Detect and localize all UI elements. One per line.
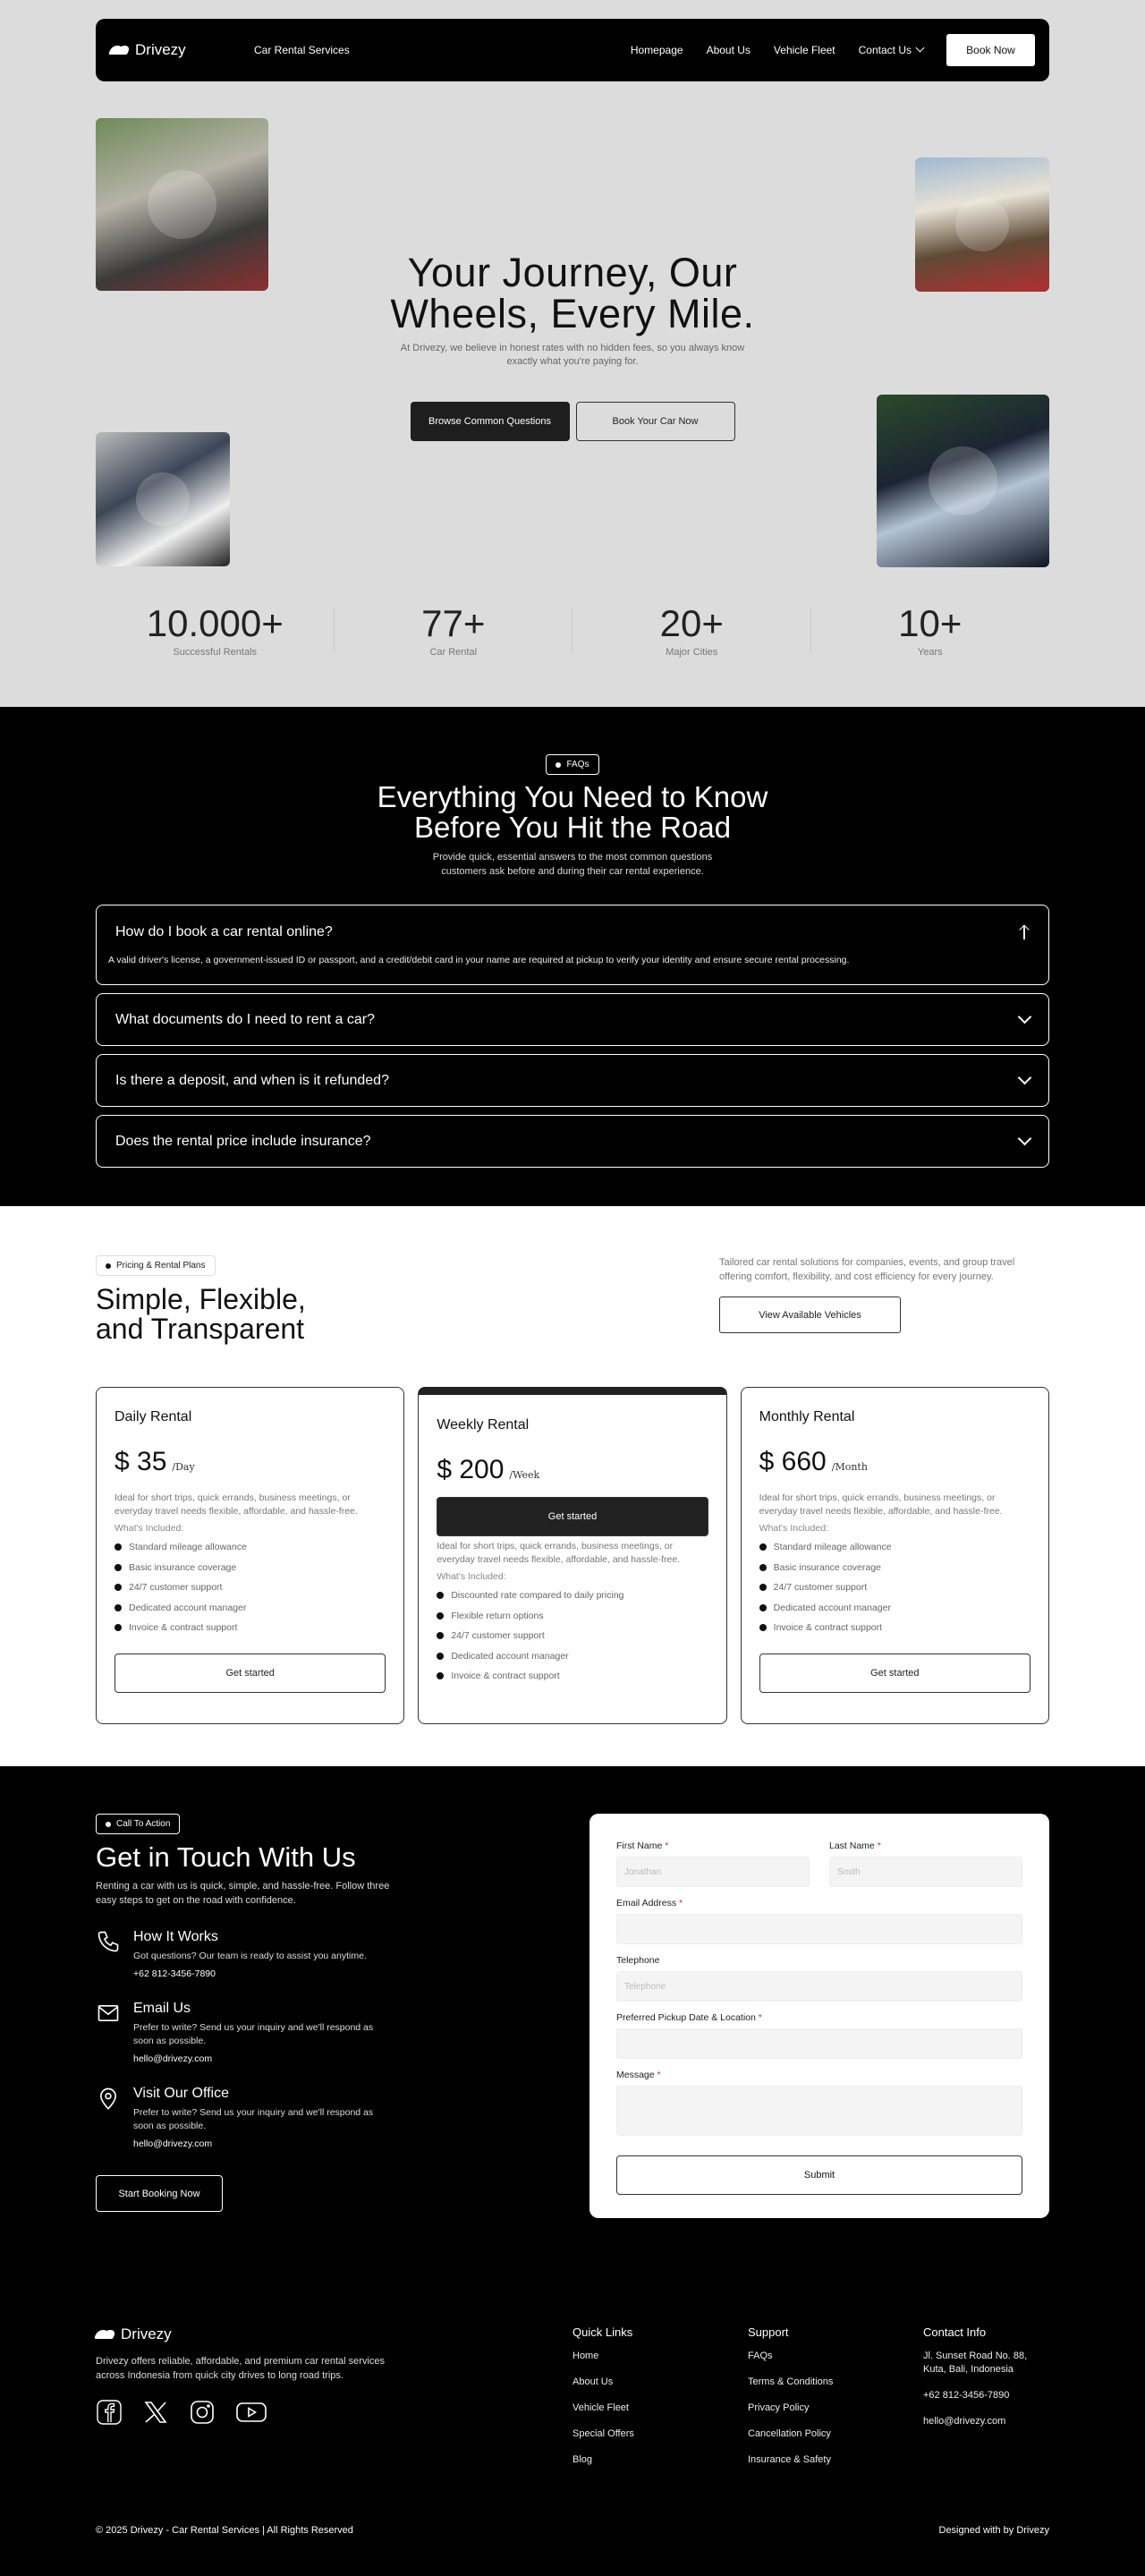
feature-item: Basic insurance coverage — [759, 1558, 1030, 1578]
location-pin-icon — [96, 2086, 121, 2111]
stat-label: Successful Rentals — [173, 647, 258, 658]
faq-item[interactable] — [96, 1054, 1049, 1107]
arrow-up-icon[interactable] — [1019, 924, 1030, 940]
contact-subtitle: Renting a car with us is quick, simple, and hassle-free. Follow three easy steps to get on the road with confidence. — [96, 1881, 390, 1906]
chevron-down-icon — [916, 44, 925, 53]
dot-icon — [106, 1263, 111, 1269]
footer — [0, 2261, 1145, 2576]
footer-link-offers[interactable]: Special Offers — [572, 2428, 634, 2439]
first-name-label: First Name * — [616, 1841, 669, 1851]
first-name-input[interactable]: Jonathan — [616, 1857, 810, 1887]
stats-row — [96, 602, 1049, 658]
pricing-cards — [96, 1387, 1049, 1724]
nav-link-homepage[interactable]: Homepage — [630, 44, 683, 56]
plan-features — [114, 1537, 386, 1638]
plan-unit: /Week — [509, 1469, 540, 1481]
book-car-button[interactable]: Book Your Car Now — [576, 402, 735, 441]
email-label-text: Email Address — [616, 1898, 677, 1909]
feature-item: Discounted rate compared to daily pricing — [437, 1586, 708, 1606]
nav-link-contact[interactable] — [859, 44, 923, 56]
social-links — [96, 2399, 572, 2426]
stat-label: Years — [917, 647, 943, 658]
nav-tagline: Car Rental Services — [254, 44, 350, 56]
feature-item: 24/7 customer support — [437, 1626, 708, 1646]
plan-name: Weekly Rental — [437, 1417, 530, 1433]
hero-content — [96, 252, 1049, 441]
feature-item: Invoice & contract support — [114, 1618, 386, 1638]
plan-price: $ 200 — [437, 1455, 505, 1484]
plan-description: Ideal for short trips, quick errands, business meetings, or everyday travel needs flexible, affordable, and hassle-free. — [114, 1492, 358, 1517]
brand-logo[interactable] — [110, 41, 186, 59]
faq-title-line1: Everything You Need to Know — [377, 780, 768, 813]
footer-logo[interactable] — [96, 2325, 572, 2343]
feature-item: Standard mileage allowance — [114, 1537, 386, 1558]
dot-icon — [556, 762, 561, 768]
pricing-section — [0, 1206, 1145, 1766]
message-textarea[interactable] — [616, 2086, 1022, 2136]
hero-subtitle: At Drivezy, we believe in honest rates with no hidden fees, so you always know exactly what you're paying for. — [400, 343, 745, 367]
plan-included-label: What's Included: — [759, 1523, 828, 1534]
faq-question: How do I book a car rental online? — [115, 924, 333, 939]
plan-unit: /Day — [172, 1461, 195, 1473]
contact-pill — [96, 1814, 180, 1834]
footer-link-about[interactable]: About Us — [572, 2376, 614, 2387]
nav-link-about[interactable]: About Us — [706, 44, 751, 56]
feature-item: Dedicated account manager — [437, 1646, 708, 1667]
navbar — [96, 19, 1049, 81]
stat-label: Major Cities — [666, 647, 718, 658]
footer-link-fleet[interactable]: Vehicle Fleet — [572, 2402, 629, 2413]
footer-address: Jl. Sunset Road No. 88, Kuta, Bali, Indonesia — [923, 2351, 1028, 2375]
stat-value: 10.000+ — [146, 602, 284, 644]
feature-item: 24/7 customer support — [759, 1577, 1030, 1598]
stat-item — [572, 602, 811, 658]
stat-item — [811, 602, 1050, 658]
nav-link-fleet[interactable]: Vehicle Fleet — [773, 44, 835, 56]
contact-office-value[interactable]: hello@drivezy.com — [133, 2138, 213, 2149]
chevron-down-icon[interactable] — [1018, 1071, 1032, 1085]
mail-icon — [96, 2001, 121, 2026]
get-started-button[interactable]: Get started — [114, 1654, 386, 1693]
footer-support-links — [748, 2325, 923, 2479]
plan-description: Ideal for short trips, quick errands, business meetings, or everyday travel needs flexible, affordable, and hassle-free. — [437, 1541, 681, 1565]
contact-email-value[interactable]: hello@drivezy.com — [133, 2053, 213, 2064]
pricing-pill — [96, 1255, 216, 1276]
plan-unit: /Month — [831, 1461, 868, 1473]
contact-form — [589, 1814, 1049, 2218]
book-now-button[interactable]: Book Now — [946, 34, 1035, 66]
stat-item — [335, 602, 573, 658]
pricing-title-line2: and Transparent — [96, 1313, 305, 1345]
feature-item: Invoice & contract support — [437, 1666, 708, 1687]
stat-label: Car Rental — [429, 647, 478, 658]
faq-item[interactable] — [96, 993, 1049, 1046]
faq-question: Does the rental price include insurance? — [115, 1133, 371, 1149]
faq-item-open[interactable] — [96, 905, 1049, 985]
telephone-label: Telephone — [616, 1955, 660, 1966]
pricing-description: Tailored car rental solutions for companies, events, and group travel offering comfort, flexibility, and cost efficiency for every journey. — [719, 1257, 1015, 1282]
plan-name: Monthly Rental — [759, 1409, 855, 1424]
plan-name: Daily Rental — [114, 1409, 192, 1424]
stat-item — [96, 602, 335, 658]
hero-title-line2: Wheels, Every Mile. — [390, 291, 755, 336]
faq-list — [96, 905, 1049, 1168]
hero-section — [0, 0, 1145, 707]
x-twitter-icon[interactable] — [142, 2399, 169, 2426]
faq-title — [96, 782, 1049, 843]
stat-value: 10+ — [898, 602, 963, 644]
contact-item-text: Prefer to write? Send us your inquiry and we'll respond as soon as possible. — [133, 2107, 374, 2131]
email-input[interactable] — [616, 1914, 1022, 1944]
footer-brand-name: Drivezy — [121, 2325, 172, 2342]
feature-item: Dedicated account manager — [114, 1598, 386, 1619]
pricing-card-monthly — [741, 1387, 1049, 1724]
footer-col-title: Quick Links — [572, 2325, 633, 2339]
faq-item[interactable] — [96, 1115, 1049, 1168]
contact-item-title: Email Us — [133, 2001, 191, 2016]
faq-section — [0, 707, 1145, 1206]
contact-pill-label: Call To Action — [116, 1819, 171, 1829]
last-name-input[interactable]: Smith — [829, 1857, 1022, 1887]
faq-question: What documents do I need to rent a car? — [115, 1011, 375, 1027]
pickup-label: Preferred Pickup Date & Location * — [616, 2012, 762, 2023]
nav-links — [631, 44, 923, 56]
faq-subtitle: Provide quick, essential answers to the most common questions customers ask before and during their car rental experience. — [432, 852, 713, 877]
get-started-button[interactable]: Get started — [437, 1497, 708, 1536]
footer-col-title: Support — [748, 2325, 789, 2339]
stat-value: 77+ — [421, 602, 486, 644]
footer-contact-info — [923, 2325, 1049, 2479]
chevron-down-icon[interactable] — [1018, 1132, 1032, 1146]
pickup-input[interactable] — [616, 2028, 1022, 2059]
youtube-icon[interactable] — [235, 2399, 267, 2426]
pricing-card-weekly — [418, 1387, 726, 1724]
last-name-label: Last Name * — [829, 1841, 881, 1851]
view-vehicles-button[interactable]: View Available Vehicles — [719, 1297, 901, 1333]
footer-link-faqs[interactable]: FAQs — [748, 2351, 773, 2361]
feature-item: Flexible return options — [437, 1606, 708, 1627]
contact-item-text: Got questions? Our team is ready to assist you anytime. — [133, 1951, 367, 1961]
feature-item: Invoice & contract support — [759, 1618, 1030, 1638]
faq-title-line2: Before You Hit the Road — [413, 811, 732, 844]
logo-icon — [96, 2328, 115, 2341]
contact-phone-value[interactable]: +62 812-3456-7890 — [133, 1968, 216, 1979]
feature-item: Standard mileage allowance — [759, 1537, 1030, 1558]
footer-quick-links — [572, 2325, 748, 2479]
faq-answer: A valid driver's license, a government-issued ID or passport, and a credit/debit card in your name are required at pickup to verify your identity and ensure secure rental processing. — [108, 955, 850, 965]
pricing-pill-label: Pricing & Rental Plans — [116, 1261, 206, 1271]
plan-price: $ 660 — [759, 1447, 827, 1476]
submit-button[interactable]: Submit — [616, 2155, 1022, 2195]
footer-email[interactable]: hello@drivezy.com — [923, 2416, 1006, 2427]
chevron-down-icon[interactable] — [1018, 1010, 1032, 1024]
stat-value: 20+ — [659, 602, 724, 644]
nav-link-contact-label: Contact Us — [858, 44, 912, 56]
phone-icon — [96, 1929, 121, 1954]
footer-link-terms[interactable]: Terms & Conditions — [748, 2376, 834, 2387]
contact-title: Get in Touch With Us — [96, 1841, 356, 1873]
footer-link-cancellation[interactable]: Cancellation Policy — [748, 2428, 831, 2439]
footer-link-home[interactable]: Home — [572, 2351, 599, 2361]
footer-description: Drivezy offers reliable, affordable, and premium car rental services across Indonesia from quick city drives to long road trips. — [96, 2356, 386, 2381]
footer-col-title: Contact Info — [923, 2325, 987, 2339]
plan-description: Ideal for short trips, quick errands, business meetings, or everyday travel needs flexible, affordable, and hassle-free. — [759, 1492, 1003, 1517]
facebook-icon[interactable] — [96, 2399, 123, 2426]
get-started-button[interactable]: Get started — [759, 1654, 1030, 1693]
message-label: Message * — [616, 2070, 661, 2080]
contact-item-title: How It Works — [133, 1929, 218, 1944]
message-label-text: Message — [616, 2070, 655, 2080]
email-label: Email Address * — [616, 1898, 683, 1909]
faq-pill — [546, 754, 598, 775]
hero-image-businessman-car — [96, 432, 230, 566]
copyright: © 2025 Drivezy - Car Rental Services | All Rights Reserved — [96, 2525, 353, 2536]
hero-title — [96, 252, 1049, 335]
faq-pill-label: FAQs — [566, 760, 589, 769]
brand-name: Drivezy — [135, 41, 186, 58]
plan-included-label: What's Included: — [114, 1523, 184, 1534]
plan-price: $ 35 — [114, 1447, 167, 1476]
plan-features — [437, 1586, 708, 1687]
pickup-label-text: Preferred Pickup Date & Location — [616, 2012, 756, 2023]
pricing-title-line1: Simple, Flexible, — [96, 1283, 306, 1315]
browse-questions-button[interactable]: Browse Common Questions — [411, 402, 570, 441]
footer-phone[interactable]: +62 812-3456-7890 — [923, 2390, 1010, 2401]
instagram-icon[interactable] — [189, 2399, 216, 2426]
contact-item-title: Visit Our Office — [133, 2086, 229, 2101]
plan-included-label: What's Included: — [437, 1571, 506, 1582]
designer-credit: Designed with by Drivezy — [938, 2525, 1049, 2536]
footer-link-insurance[interactable]: Insurance & Safety — [748, 2454, 831, 2465]
pricing-card-daily — [96, 1387, 404, 1724]
footer-link-privacy[interactable]: Privacy Policy — [748, 2402, 810, 2413]
plan-features — [759, 1537, 1030, 1638]
feature-item: Basic insurance coverage — [114, 1558, 386, 1578]
feature-item: 24/7 customer support — [114, 1577, 386, 1598]
contact-item-text: Prefer to write? Send us your inquiry and we'll respond as soon as possible. — [133, 2022, 374, 2046]
faq-question: Is there a deposit, and when is it refunded? — [115, 1072, 389, 1088]
feature-item: Dedicated account manager — [759, 1598, 1030, 1619]
telephone-input[interactable]: Telephone — [616, 1971, 1022, 2002]
hero-title-line1: Your Journey, Our — [407, 250, 738, 295]
last-name-label-text: Last Name — [829, 1841, 875, 1851]
logo-icon — [110, 44, 130, 56]
dot-icon — [106, 1822, 111, 1827]
start-booking-button[interactable]: Start Booking Now — [96, 2175, 223, 2212]
contact-section — [0, 1766, 1145, 2261]
footer-link-blog[interactable]: Blog — [572, 2454, 593, 2465]
first-name-label-text: First Name — [616, 1841, 663, 1851]
